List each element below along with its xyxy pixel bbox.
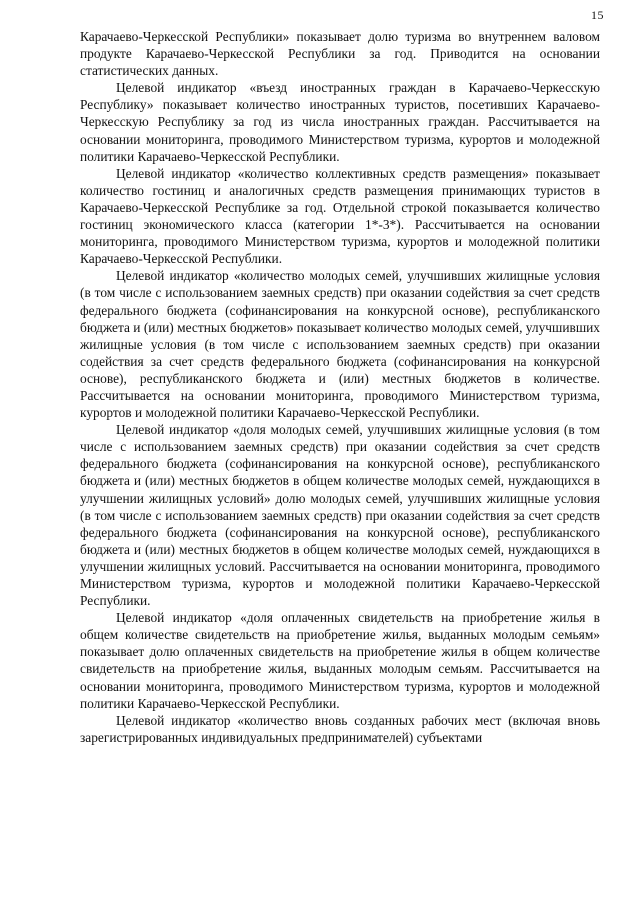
body-text — [80, 28, 600, 746]
paragraph-paid-certificates-indicator: Целевой индикатор «доля оплаченных свидетельств на приобретение жилья в общем количестве свидетельств на приобретение жилья, выданных молодым семьям» показывает долю оплаченных свидетельств на приобретение жилья в общем количестве свидетельств на приобретение жилья, выданных молодым семьям. Рассчитывается на основании мониторинга, проводимого Министерством туризма, курортов и молодежной политики Карачаево-Черкесской Республики. — [80, 610, 600, 711]
paragraph-foreign-visitors-indicator: Целевой индикатор «въезд иностранных граждан в Карачаево-Черкесскую Республику» показывает количество иностранных туристов, посетивших Карачаево-Черкесскую Республику за год из числа иностранных граждан. Рассчитывается на основании мониторинга, проводимого Министерством туризма, курортов и молодежной политики Карачаево-Черкесской Республики. — [80, 80, 600, 164]
paragraph-young-families-count-indicator: Целевой индикатор «количество молодых семей, улучшивших жилищные условия (в том числе с использованием заемных средств) при оказании содействия за счет средств федерального бюджета (софинансирования на конкурсной основе), республиканского бюджета и (или) местных бюджетов» показывает количество молодых семей, улучшивших жилищные условия (в том числе с использованием заемных средств) при оказании содействия за счет средств федерального бюджета (софинансирования на конкурсной основе), республиканского бюджета и (или) местных бюджетов в количестве. Рассчитывается на основании мониторинга, проводимого Министерством туризма, курортов и молодежной политики Карачаево-Черкесской Республики. — [80, 268, 600, 421]
paragraph-young-families-share-indicator: Целевой индикатор «доля молодых семей, улучшивших жилищные условия (в том числе с использованием заемных средств) при оказании содействия за счет средств федерального бюджета (софинансирования на конкурсной основе), республиканского бюджета и (или) местных бюджетов в общем количестве молодых семей, нуждающихся в улучшении жилищных условий» долю молодых семей, улучшивших жилищные условия (в том числе с использованием заемных средств) при оказании содействия за счет средств федерального бюджета (софинансирования на конкурсной основе), республиканского бюджета и (или) местных бюджетов в общем количестве молодых семей, нуждающихся в улучшении жилищных условий. Рассчитывается на основании мониторинга, проводимого Министерством туризма, курортов и молодежной политики Карачаево-Черкесской Республики. — [80, 422, 600, 609]
paragraph-new-jobs-indicator: Целевой индикатор «количество вновь созданных рабочих мест (включая вновь зарегистрированных индивидуальных предпринимателей) субъектами — [80, 712, 600, 745]
paragraph-tourism-share-continuation: Карачаево-Черкесской Республики» показывает долю туризма во внутреннем валовом продукте Карачаево-Черкесской Республики за год. Приводится на основании статистических данных. — [80, 29, 600, 79]
paragraph-accommodation-facilities-indicator: Целевой индикатор «количество коллективных средств размещения» показывает количество гостиниц и аналогичных средств размещения принимающих туристов в Карачаево-Черкесской Республике за год. Отдельной строкой показывается количество гостиниц экономического класса (категории 1*-3*). Рассчитывается на основании мониторинга, проводимого Министерством туризма, курортов и молодежной политики Карачаево-Черкесской Республики. — [80, 165, 600, 267]
page-number: 15 — [591, 8, 604, 22]
